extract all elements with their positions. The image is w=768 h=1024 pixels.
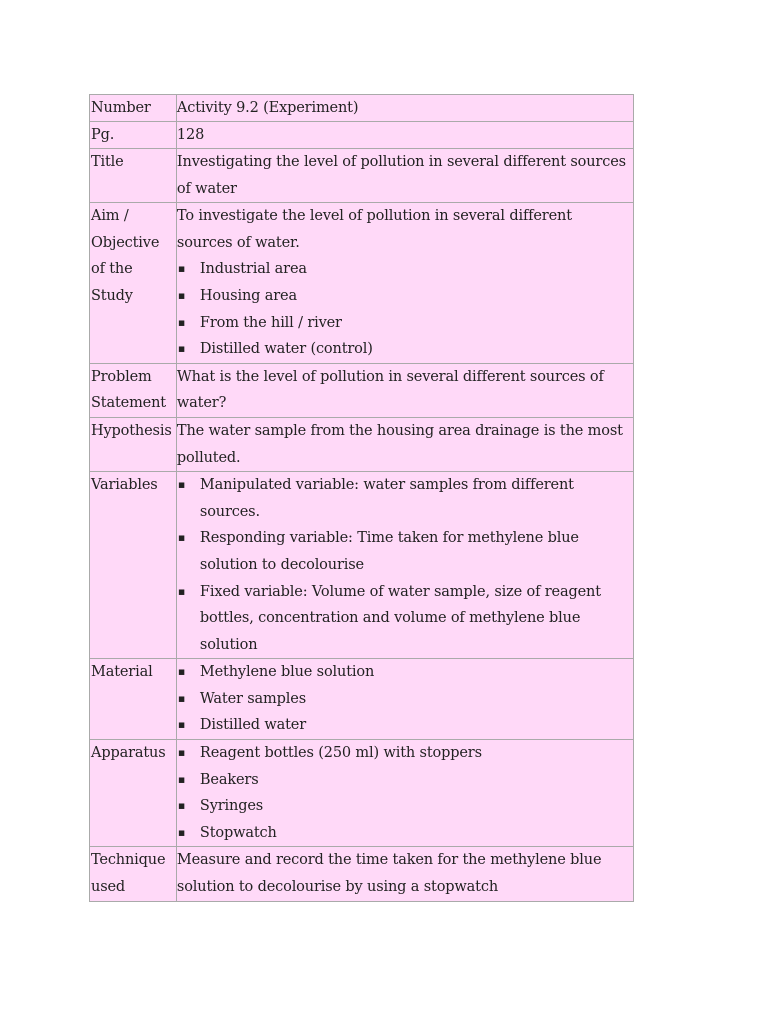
bullet-icon: ▪ (177, 691, 186, 705)
list-item: ▪ Industrial area (177, 256, 629, 283)
row-label: Technique used (90, 847, 177, 901)
apparatus-list (177, 740, 629, 846)
bullet-icon: ▪ (177, 718, 186, 732)
list-item: ▪ Syringes (177, 793, 629, 820)
table-row-apparatus (90, 740, 634, 847)
table-row-aim (90, 203, 634, 364)
table-row-hypothesis (90, 417, 634, 471)
bullet-icon: ▪ (177, 531, 186, 545)
row-value: Measure and record the time taken for the methylene blue solution to decolourise by using a stopwatch (176, 847, 633, 901)
bullet-icon: ▪ (177, 262, 186, 276)
table-row-page (90, 122, 634, 149)
row-label: Number (90, 95, 177, 122)
row-value (176, 659, 633, 740)
row-value: The water sample from the housing area drainage is the most polluted. (176, 417, 633, 471)
row-label: Aim / Objective of the Study (90, 203, 177, 364)
table-row-problem (90, 363, 634, 417)
list-item: ▪ Responding variable: Time taken for methylene blue solution to decolourise (177, 525, 629, 578)
table-row-variables (90, 472, 634, 659)
bullet-icon: ▪ (177, 288, 186, 302)
row-label: Title (90, 149, 177, 203)
table-row-number (90, 95, 634, 122)
row-value (176, 740, 633, 847)
variables-list (177, 472, 629, 658)
aim-list (177, 256, 629, 362)
activity-table (89, 94, 634, 902)
bullet-icon: ▪ (177, 665, 186, 679)
aim-text: To investigate the level of pollution in several different sources of water. (176, 208, 572, 251)
list-item: ▪ Housing area (177, 283, 629, 310)
row-value: Investigating the level of pollution in several different sources of water (176, 149, 633, 203)
list-item: ▪ Fixed variable: Volume of water sample, size of reagent bottles, concentration and volume of methylene blue solution (177, 579, 629, 659)
bullet-icon: ▪ (177, 342, 186, 356)
list-item: ▪ Reagent bottles (250 ml) with stoppers (177, 740, 629, 767)
list-item: ▪ Distilled water (177, 712, 629, 739)
material-list (177, 659, 629, 739)
row-value: 128 (176, 122, 633, 149)
bullet-icon: ▪ (177, 825, 186, 839)
bullet-icon: ▪ (177, 746, 186, 760)
row-label: Hypothesis (90, 417, 177, 471)
bullet-icon: ▪ (177, 799, 186, 813)
list-item: ▪ Water samples (177, 686, 629, 713)
row-value: What is the level of pollution in several different sources of water? (176, 363, 633, 417)
list-item: ▪ Stopwatch (177, 820, 629, 847)
table-row-technique (90, 847, 634, 901)
bullet-icon: ▪ (177, 478, 186, 492)
table-row-material (90, 659, 634, 740)
row-value: Activity 9.2 (Experiment) (176, 95, 633, 122)
list-item: ▪ Beakers (177, 767, 629, 794)
row-value (176, 203, 633, 364)
table-row-title (90, 149, 634, 203)
list-item: ▪ Manipulated variable: water samples from different sources. (177, 472, 629, 525)
row-value (176, 472, 633, 659)
row-label: Apparatus (90, 740, 177, 847)
row-label: Pg. (90, 122, 177, 149)
row-label: Variables (90, 472, 177, 659)
bullet-icon: ▪ (177, 315, 186, 329)
row-label: Material (90, 659, 177, 740)
list-item: ▪ Distilled water (control) (177, 336, 629, 363)
bullet-icon: ▪ (177, 584, 186, 598)
list-item: ▪ Methylene blue solution (177, 659, 629, 686)
bullet-icon: ▪ (177, 772, 186, 786)
row-label: Problem Statement (90, 363, 177, 417)
list-item: ▪ From the hill / river (177, 310, 629, 337)
